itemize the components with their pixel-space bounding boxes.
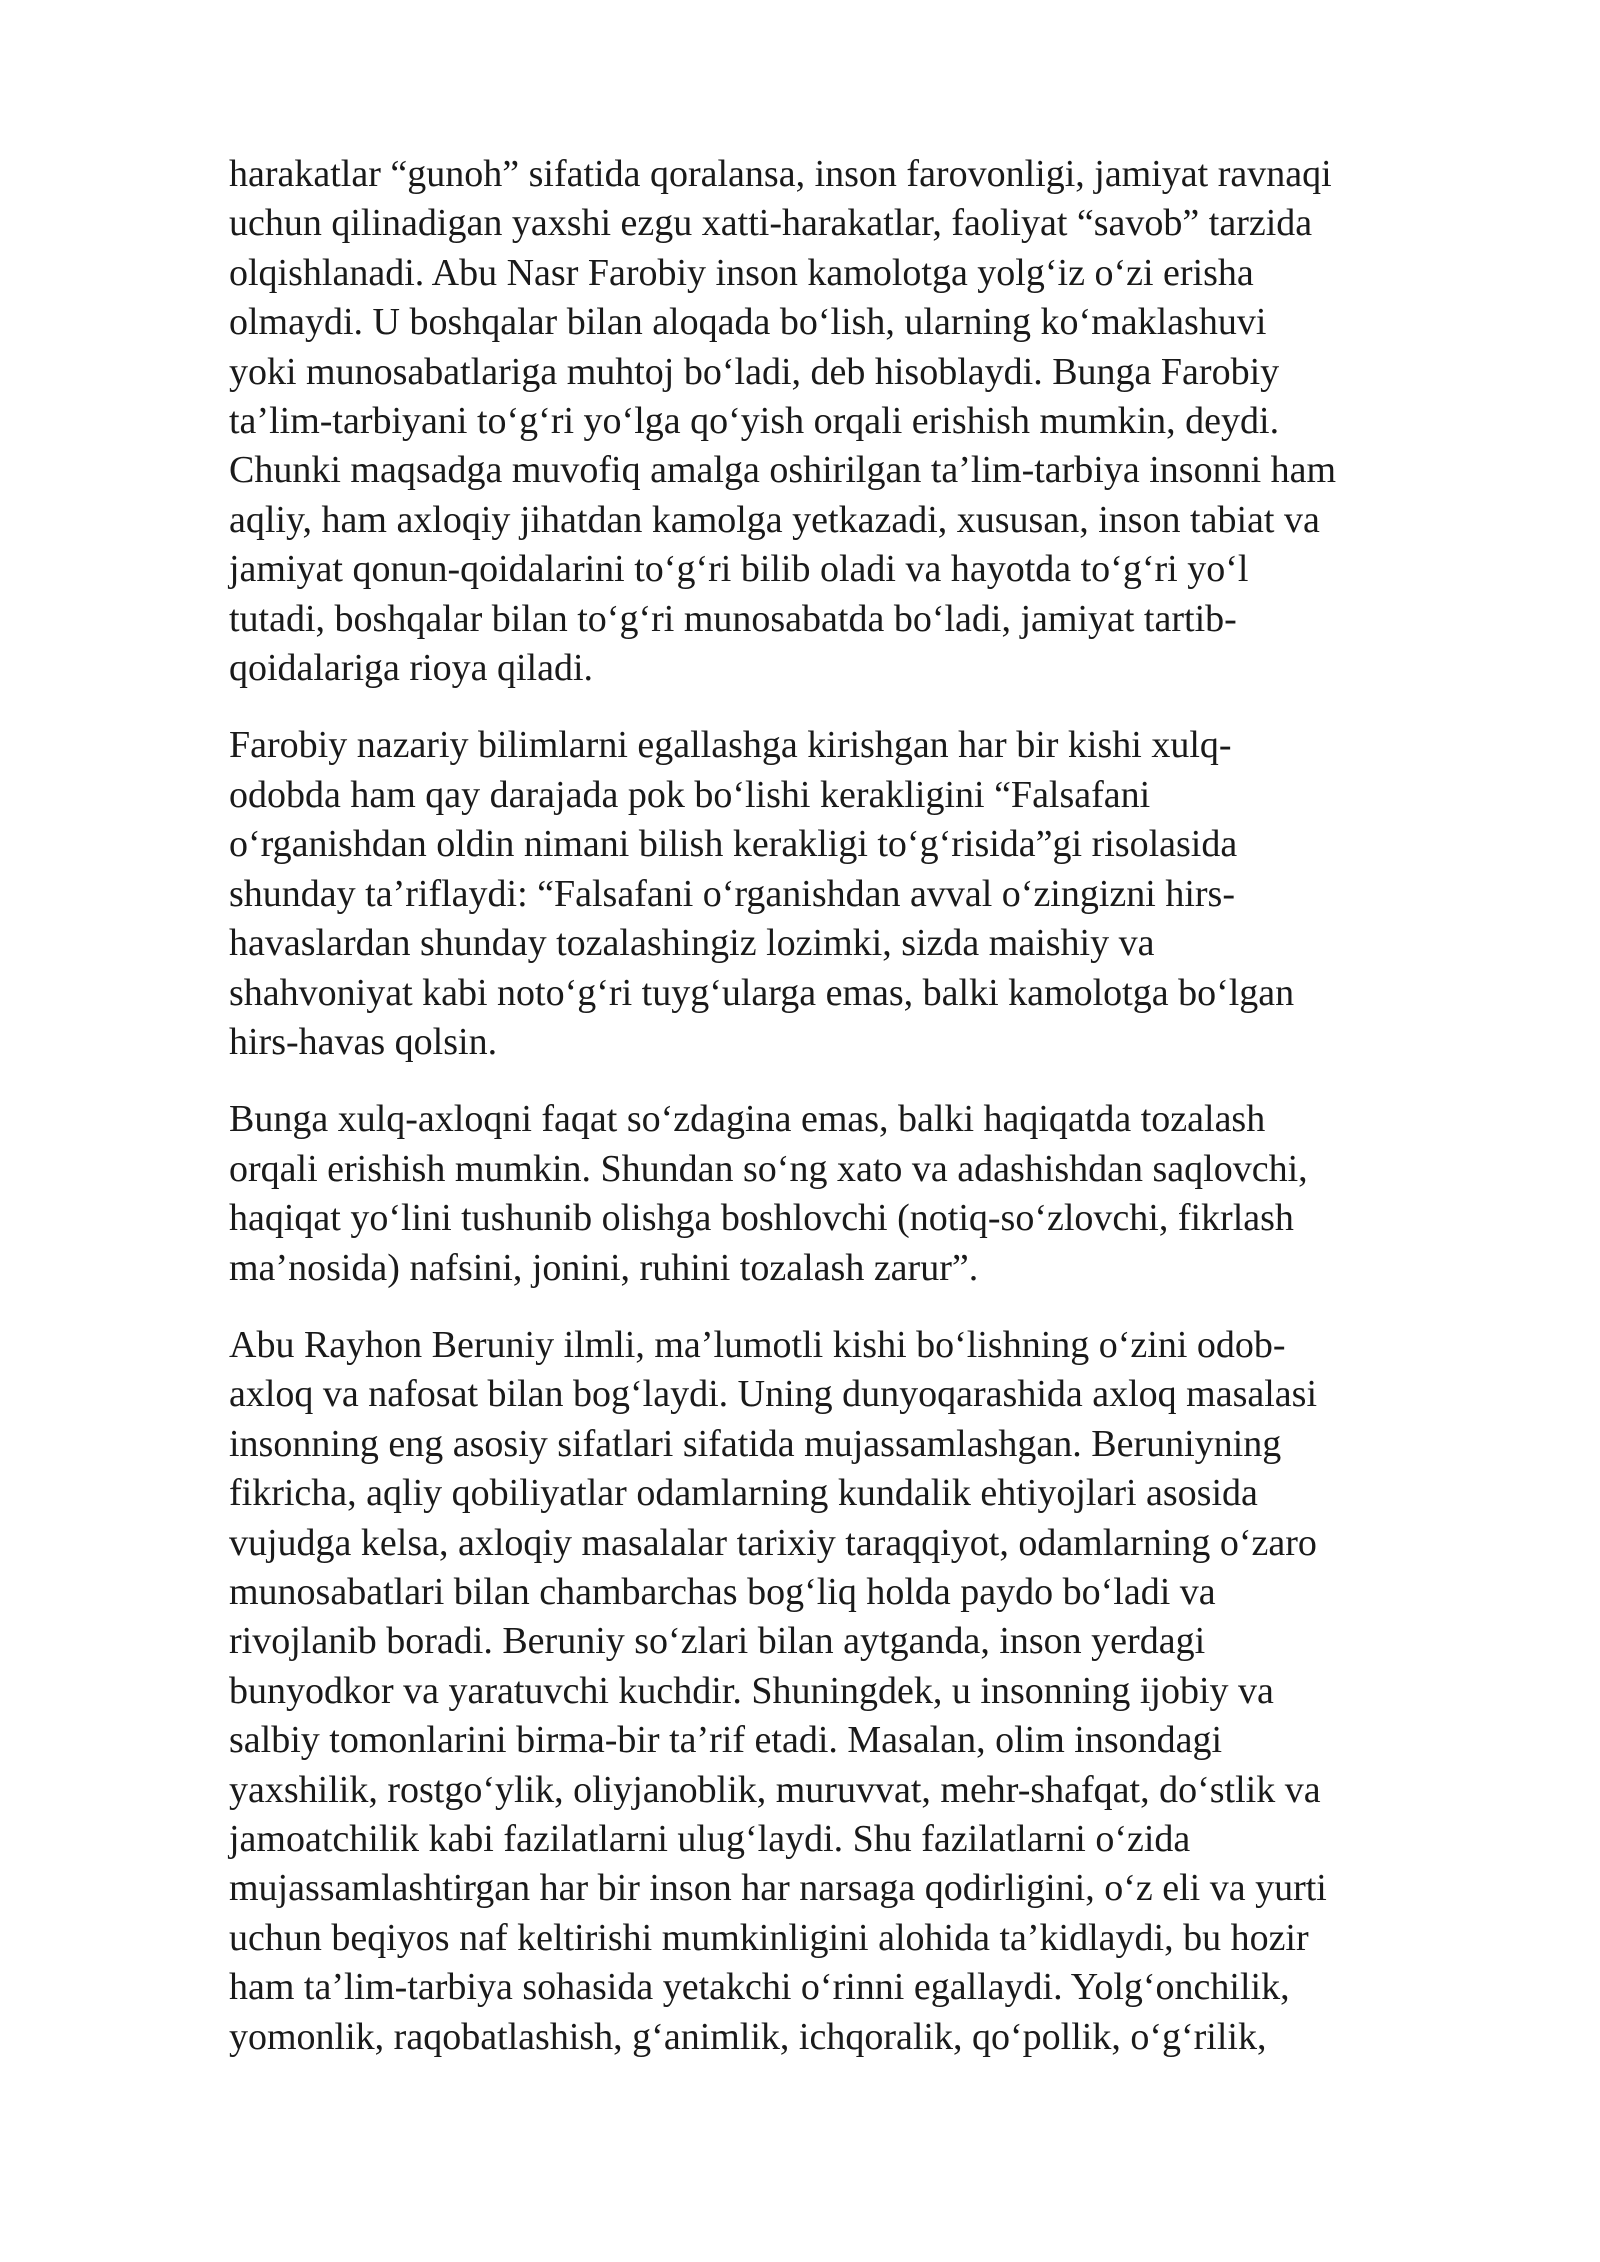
text-line: rivojlanib boradi. Beruniy so‘zlari bilan aytganda, inson yerdagi (229, 1620, 1206, 1663)
text-line: olqishlanadi. Abu Nasr Farobiy inson kamolotga yolg‘iz o‘zi erisha (229, 251, 1254, 294)
text-line: vujudga kelsa, axloqiy masalalar tarixiy taraqqiyot, odamlarning o‘zaro (229, 1521, 1317, 1564)
text-line: aqliy, ham axloqiy jihatdan kamolga yetkazadi, xususan, inson tabiat va (229, 498, 1320, 541)
text-line: odobda ham qay darajada pok bo‘lishi kerakligini “Falsafani (229, 773, 1151, 816)
text-line: shahvoniyat kabi noto‘g‘ri tuyg‘ularga emas, balki kamolotga bo‘lgan (229, 971, 1295, 1014)
text-line: uchun beqiyos naf keltirishi mumkinligini alohida ta’kidlaydi, bu hozir (229, 1916, 1309, 1959)
paragraph-3 (229, 1095, 1529, 1293)
text-line: uchun qilinadigan yaxshi ezgu xatti-harakatlar, faoliyat “savob” tarzida (229, 202, 1313, 245)
text-line: Bunga xulq-axloqni faqat so‘zdagina emas, balki haqiqatda tozalash (229, 1098, 1266, 1141)
text-line: axloq va nafosat bilan bog‘laydi. Uning dunyoqarashida axloq masalasi (229, 1373, 1318, 1416)
text-line: yoki munosabatlariga muhtoj bo‘ladi, deb hisoblaydi. Bunga Farobiy (229, 350, 1280, 393)
text-line: qoidalariga rioya qiladi. (229, 647, 594, 690)
text-line: bunyodkor va yaratuvchi kuchdir. Shuningdek, u insonning ijobiy va (229, 1669, 1274, 1712)
text-line: Farobiy nazariy bilimlarni egallashga kirishgan har bir kishi xulq- (229, 724, 1232, 767)
text-line: insonning eng asosiy sifatlari sifatida mujassamlashgan. Beruniyning (229, 1422, 1282, 1465)
text-line: Chunki maqsadga muvofiq amalga oshirilgan ta’lim-tarbiya insonni ham (229, 449, 1337, 492)
paragraph-2 (229, 721, 1529, 1067)
text-line: salbiy tomonlarini birma-bir ta’rif etadi. Masalan, olim insondagi (229, 1719, 1223, 1762)
text-line: jamiyat qonun-qoidalarini to‘g‘ri bilib oladi va hayotda to‘g‘ri yo‘l (229, 548, 1249, 591)
text-line: shunday ta’riflaydi: “Falsafani o‘rganishdan avval o‘zingizni hirs- (229, 872, 1235, 915)
document-body (229, 150, 1529, 2090)
text-line: o‘rganishdan oldin nimani bilish kerakligi to‘g‘risida”gi risolasida (229, 823, 1238, 866)
text-line: hirs-havas qolsin. (229, 1020, 498, 1063)
text-line: Abu Rayhon Beruniy ilmli, ma’lumotli kishi bo‘lishning o‘zini odob- (229, 1323, 1286, 1366)
text-line: munosabatlari bilan chambarchas bog‘liq holda paydo bo‘ladi va (229, 1570, 1216, 1613)
paragraph-1 (229, 150, 1529, 693)
text-line: ham ta’lim-tarbiya sohasida yetakchi o‘rinni egallaydi. Yolg‘onchilik, (229, 1966, 1290, 2009)
text-line: jamoatchilik kabi fazilatlarni ulug‘laydi. Shu fazilatlarni o‘zida (229, 1818, 1191, 1860)
text-line: fikricha, aqliy qobiliyatlar odamlarning kundalik ehtiyojlari asosida (229, 1472, 1258, 1515)
paragraph-4 (229, 1321, 1529, 2062)
text-line: orqali erishish mumkin. Shundan so‘ng xato va adashishdan saqlovchi, (229, 1147, 1308, 1190)
text-line: mujassamlashtirgan har bir inson har narsaga qodirligini, o‘z eli va yurti (229, 1867, 1327, 1910)
text-line: havaslardan shunday tozalashingiz lozimki, sizda maishiy va (229, 922, 1155, 965)
text-line: yaxshilik, rostgo‘ylik, oliyjanoblik, muruvvat, mehr-shafqat, do‘stlik va (229, 1768, 1321, 1811)
text-line: haqiqat yo‘lini tushunib olishga boshlovchi (notiq-so‘zlovchi, fikrlash (229, 1197, 1294, 1240)
text-line: olmaydi. U boshqalar bilan aloqada bo‘lish, ularning ko‘maklashuvi (229, 301, 1267, 344)
text-line: ma’nosida) nafsini, jonini, ruhini tozalash zarur”. (229, 1246, 979, 1289)
text-line: harakatlar “gunoh” sifatida qoralansa, inson farovonligi, jamiyat ravnaqi (229, 153, 1332, 195)
text-line: tutadi, boshqalar bilan to‘g‘ri munosabatda bo‘ladi, jamiyat tartib- (229, 597, 1237, 640)
text-line: yomonlik, raqobatlashish, g‘animlik, ichqoralik, qo‘pollik, o‘g‘rilik, (229, 2015, 1267, 2058)
text-line: ta’lim-tarbiyani to‘g‘ri yo‘lga qo‘yish orqali erishish mumkin, deydi. (229, 400, 1280, 443)
